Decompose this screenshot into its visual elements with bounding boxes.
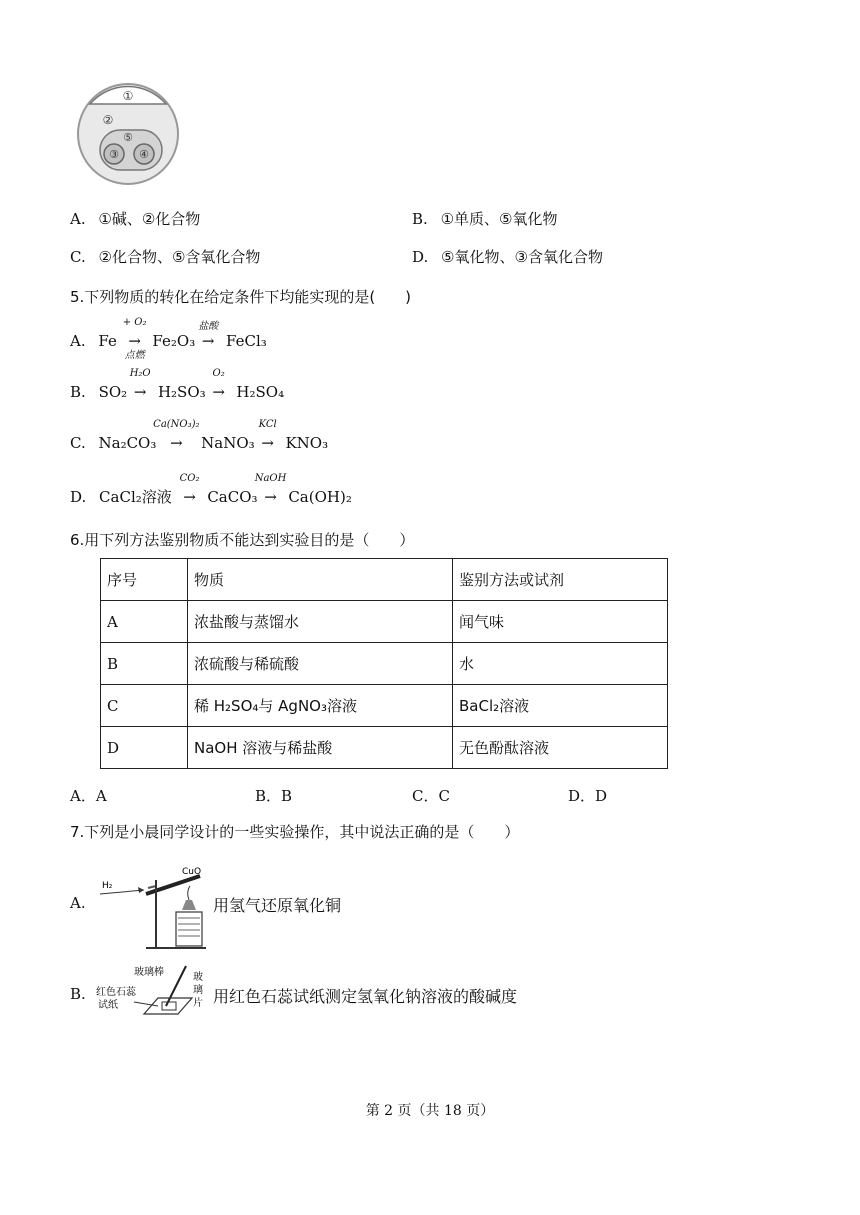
q4-option-d[interactable] (412, 246, 603, 267)
table-header: 鉴别方法或试剂 (453, 559, 668, 601)
q4-option-b[interactable] (412, 208, 557, 229)
q7-option-b-letter[interactable]: B. (70, 985, 86, 1003)
q6-table (100, 558, 668, 769)
table-cell: NaOH 溶液与稀盐酸 (188, 727, 453, 769)
reaction-arrow: O₂ → (212, 368, 225, 401)
q7-option-a-text: 用氢气还原氧化铜 (213, 896, 342, 915)
table-cell: 稀 H₂SO₄与 AgNO₃溶液 (188, 685, 453, 727)
svg-text:玻: 玻 (193, 972, 203, 983)
q5-option-d[interactable] (70, 473, 352, 507)
q5-option-c[interactable] (70, 419, 329, 452)
table-row (101, 643, 668, 685)
q4-option-a[interactable] (70, 208, 200, 229)
svg-text:H₂: H₂ (102, 881, 113, 891)
table-header: 物质 (188, 559, 453, 601)
intermediate: Fe₂O₃ (152, 332, 196, 350)
intermediate: CaCO₃ (207, 488, 258, 506)
q5-stem: 5.下列物质的转化在给定条件下均能实现的是( ) (70, 288, 412, 306)
option-letter: A. (70, 332, 86, 350)
option-letter: B. (412, 210, 428, 228)
intermediate: H₂SO₃ (157, 383, 206, 401)
page-footer: 第 2 页（共 18 页） (365, 1103, 495, 1119)
option-letter: D. (412, 248, 429, 266)
table-row (101, 727, 668, 769)
option-letter: C. (70, 434, 86, 452)
reaction-arrow: 盐酸 → (198, 321, 219, 350)
intermediate: NaNO₃ (201, 434, 255, 452)
diagram-label-2: ② (102, 113, 114, 127)
table-cell: 浓盐酸与蒸馏水 (188, 601, 453, 643)
reactant: SO₂ (98, 383, 128, 401)
svg-text:CuO: CuO (182, 867, 202, 877)
reaction-arrow: H₂O → (129, 368, 151, 401)
product: FeCl₃ (226, 332, 267, 350)
diagram-label-4: ④ (139, 148, 149, 161)
litmus-test-figure (94, 962, 210, 1022)
reaction-arrow: NaOH → (254, 473, 287, 506)
diagram-label-1: ① (122, 89, 134, 103)
table-cell: 水 (453, 643, 668, 685)
table-cell: B (101, 643, 188, 685)
q4-option-c[interactable] (70, 246, 260, 267)
hydrogen-reduction-apparatus-figure (96, 860, 210, 952)
reaction-arrow: KCl → (258, 419, 277, 452)
diagram-label-5: ⑤ (123, 131, 133, 144)
table-header-row (101, 559, 668, 601)
reaction-arrow: + O₂ → 点燃 (122, 317, 147, 361)
option-text: ②化合物、⑤含氧化合物 (98, 248, 261, 266)
q6-option-c[interactable]: C．C (412, 787, 450, 805)
reaction-arrow: Ca(NO₃)₂ → (153, 419, 200, 452)
svg-text:试纸: 试纸 (98, 1000, 118, 1011)
svg-text:璃: 璃 (193, 985, 203, 996)
q7-option-a-letter[interactable]: A. (70, 894, 86, 912)
table-row (101, 685, 668, 727)
svg-text:玻璃棒: 玻璃棒 (134, 967, 164, 978)
q6-option-d[interactable]: D．D (568, 787, 608, 805)
reactant: Fe (98, 332, 117, 350)
svg-text:红色石蕊: 红色石蕊 (96, 987, 136, 998)
q5-option-b[interactable] (70, 368, 285, 401)
option-text: ⑤氧化物、③含氧化合物 (441, 248, 603, 266)
classification-diagram (76, 82, 180, 186)
reaction-arrow: CO₂ → (179, 473, 200, 506)
q6-option-a[interactable]: A．A (70, 787, 107, 805)
table-header: 序号 (101, 559, 188, 601)
option-text: ①单质、⑤氧化物 (440, 210, 558, 228)
diagram-label-3: ③ (109, 148, 119, 161)
q5-option-a[interactable] (70, 317, 267, 361)
option-letter: C. (70, 248, 86, 266)
product: KNO₃ (285, 434, 329, 452)
product: H₂SO₄ (236, 383, 285, 401)
reactant: Na₂CO₃ (98, 434, 157, 452)
reactant: CaCl₂溶液 (99, 488, 172, 506)
q6-option-b[interactable]: B．B (255, 787, 293, 805)
option-letter: A. (70, 210, 86, 228)
table-cell: 闻气味 (453, 601, 668, 643)
q7-stem: 7.下列是小晨同学设计的一些实验操作，其中说法正确的是（ ） (70, 823, 520, 841)
option-text: ①碱、②化合物 (98, 210, 201, 228)
table-cell: D (101, 727, 188, 769)
table-cell: C (101, 685, 188, 727)
table-row (101, 601, 668, 643)
option-letter: D. (70, 488, 87, 506)
table-cell: 无色酚酞溶液 (453, 727, 668, 769)
table-cell: BaCl₂溶液 (453, 685, 668, 727)
svg-text:片: 片 (193, 998, 203, 1009)
q6-stem: 6.用下列方法鉴别物质不能达到实验目的是（ ） (70, 531, 415, 549)
product: Ca(OH)₂ (288, 488, 352, 506)
option-letter: B. (70, 383, 86, 401)
q7-option-b-text: 用红色石蕊试纸测定氢氧化钠溶液的酸碱度 (213, 987, 518, 1006)
table-cell: 浓硫酸与稀硫酸 (188, 643, 453, 685)
table-cell: A (101, 601, 188, 643)
